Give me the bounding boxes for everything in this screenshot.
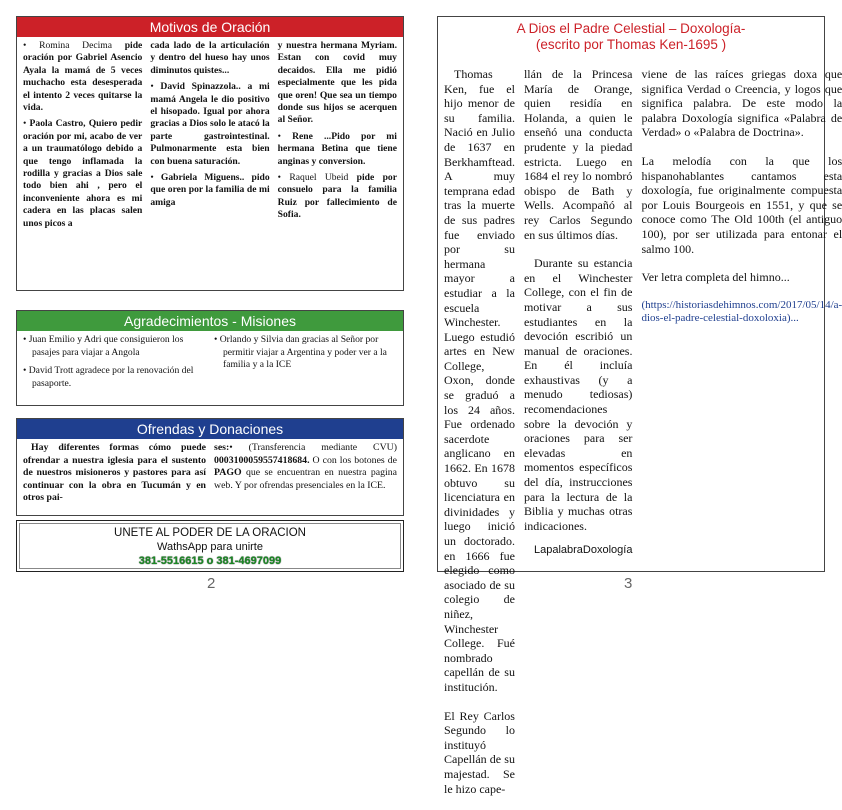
article-paragraph: Ver letra completa del himno... <box>641 270 790 285</box>
article-title-line-2: (escrito por Thomas Ken-1695 ) <box>535 37 727 52</box>
prayer-item: • Romina Decima pide oración por Gabriel Asencio Ayala la mamá de 5 veces muchacho esta desesperada el intento 2 veces quitarse la vida. <box>23 40 142 114</box>
doxology-article <box>437 16 842 796</box>
thanks-column-2 <box>214 334 397 396</box>
prayer-item: • Raquel Ubeid pide por consuelo para la familia Ruiz por fallecimiento de Sofia. <box>278 172 397 222</box>
thanks-item: • David Trott agradece por la renovación del pasaporte. <box>23 365 194 389</box>
whatsapp-heading: UNETE AL PODER DE LA ORACION <box>114 527 306 539</box>
right-page <box>421 0 842 796</box>
offerings-column-1 <box>23 442 206 509</box>
whatsapp-box <box>16 520 404 572</box>
prayer-item: y nuestra hermana Myriam. Estan con covid muy decaidos. Ella me pidió especialmente que les pida que oren! Que sea un tiempo donde sus hijos se acerquen al Señor. <box>277 40 397 126</box>
offerings-intro: Hay diferentes formas cómo puede ofrendar a nuestra iglesia para el sustento de nuestros misioneros y pastores para así continuar con la obra en Tucumán y en otros pai- <box>23 442 206 504</box>
thanks-item: • Juan Emilio y Adri que consiguieron los pasajes para viajar a Angola <box>23 334 184 358</box>
article-column-2 <box>524 67 632 810</box>
prayer-item: cada lado de la articulación y dentro del hueso hay unos diminutos quistes... <box>150 40 270 76</box>
prayer-item: • Rene ...Pido por mi hermana Betina que tiene anginas y conversion. <box>278 131 397 168</box>
thanks-column-1 <box>23 334 206 396</box>
page-number-left: 2 <box>207 575 216 592</box>
thanks-missions-header: Agradecimientos - Misiones <box>17 311 403 331</box>
prayer-column-1 <box>23 40 142 234</box>
article-paragraph: La melodía con la que los hispanohablantes cantamos esta doxología, fue originalmente compuesta por Louis Bourgeois en 1551, y que se conoce como The Old 100th (el antiguo 100), por ser utilizada para entonar el salmo 100. <box>641 153 842 256</box>
offerings-header: Ofrendas y Donaciones <box>17 419 403 439</box>
whatsapp-subheading: WathsApp para unirte <box>157 541 263 553</box>
prayer-item: • David Spinazzola.. a mi mamá Angela le dio positivo el hisopado. Igual por ahora gracias a Dios solo le atacó la parte gastrointestinal. Pulmonarmente esta bien con buena saturación. <box>150 81 269 168</box>
article-column-3 <box>641 67 842 810</box>
left-page <box>0 0 421 596</box>
prayer-column-3 <box>278 40 397 234</box>
thanks-missions-box <box>16 310 404 406</box>
hymn-source-link[interactable]: (https://historiasdehimnos.com/2017/05/14/a-dios-el-padre-celestial-doxoloxia)... <box>641 298 842 324</box>
thanks-item: • Orlando y Silvia dan gracias al Señor por permitir viajar a Argentina y poder ver a la familia y a la ICE <box>214 334 387 371</box>
article-paragraph: viene de las raíces griegas doxa que significa Verdad o Creencia, y logos que significa palabra. De este modo la palabra Doxología significa «Palabra de Verdad» o «Palabra de Doctrina». <box>641 67 842 140</box>
article-column-1 <box>444 67 515 810</box>
article-paragraph: El Rey Carlos Segundo lo instituyó Capellán de su majestad. Se le hizo cape- <box>444 708 515 796</box>
article-paragraph: Thomas Ken, fue el hijo menor de su familia. Nació en Julio de 1637 en Berkhamftead. A muy temprana edad tras la muerte de sus padres fue enviado por su hermana mayor a estudiar a la escuela Winchester. Luego estudió artes en New College, Oxon, donde se graduó a los 24 años. Fue ordenado sacerdote anglicano en 1662. En 1678 obtuvo su licenciatura en divinidades y luego inició un doctorado. en 1666 fue elegido como asociado de su colegio de niñez, Winchester College. Fué nombrado capellán de su institución. <box>444 67 515 694</box>
prayer-item: • Paola Castro, Quiero pedir oración por mi, acabo de ver a un traumatólogo debido a que tengo inflamada la rodilla y gracias a Dios sale todo bien ahi , pero el inconveniente ahora es mi cadera en las placas salen unos picos a <box>23 118 142 230</box>
article-paragraph: Durante su estancia en el Winchester College, con el fin de motivar a sus estudiantes en la devoción escribió un manual de oraciones. En él incluía exhaustivas (y a menudo tediosas) recomendaciones sobre la devoción y oraciones para ser elevadas en momentos específicos del día, instrucciones para la lectura de la Biblia y muchas otras indicaciones. <box>523 256 633 533</box>
article-paragraph: llán de la Princesa María de Orange, quien residía en Holanda, a quien le enseñó una conducta prudente y la piedad estricta. Luego en 1684 el rey lo nombró obispo de Bath y Wells. Acompañó al rey Carlos Segundo en sus últimos días. <box>523 67 633 242</box>
article-signature: LapalabraDoxología <box>533 544 633 557</box>
offerings-box <box>16 418 404 516</box>
offerings-details: ses:• (Transferencia mediante CVU) 0003100059557418684. O con los botones de PAGO que se encuentran en nuestra pagina web. Y por ofrendas presenciales en la ICE. <box>214 442 397 491</box>
prayer-requests-header: Motivos de Oración <box>17 17 403 37</box>
offerings-column-2 <box>214 442 397 509</box>
prayer-item: • Gabriela Miguens.. pido que oren por la familia de mi amiga <box>150 172 269 209</box>
prayer-column-2 <box>150 40 269 234</box>
page-number-right: 3 <box>624 575 633 592</box>
prayer-requests-box <box>16 16 404 291</box>
whatsapp-phone-numbers: 381-5516615 o 381-4697099 <box>138 555 282 567</box>
article-title-line-1: A Dios el Padre Celestial – Doxología- <box>516 21 746 36</box>
